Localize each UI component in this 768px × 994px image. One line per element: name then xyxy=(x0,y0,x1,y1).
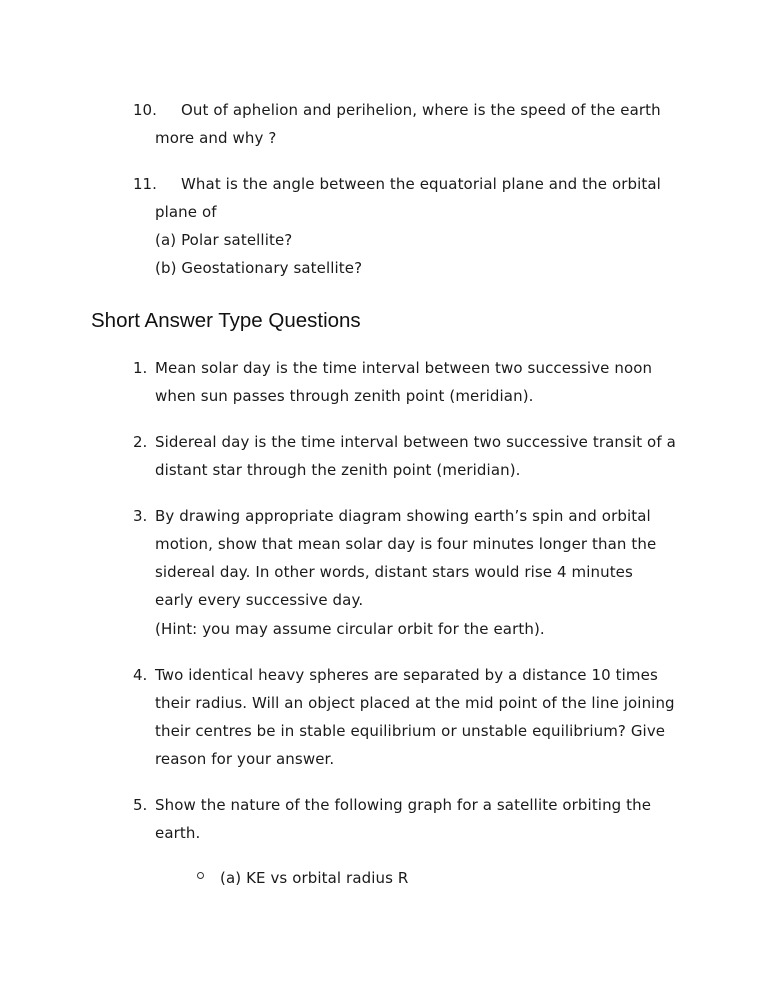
hint-text: (Hint: you may assume circular orbit for the earth). xyxy=(155,620,545,638)
question-text-line: early every successive day. xyxy=(155,591,364,609)
question-text-line: Show the nature of the following graph for a satellite orbiting the xyxy=(155,796,652,814)
question-text-line: sidereal day. In other words, distant stars would rise 4 minutes xyxy=(155,563,633,581)
question-text-line: Mean solar day is the time interval between two successive noon xyxy=(155,359,653,377)
question-text-line: their centres be in stable equilibrium or unstable equilibrium? Give xyxy=(155,722,666,740)
section-heading: Short Answer Type Questions xyxy=(91,309,361,332)
question-text-line: By drawing appropriate diagram showing earth’s spin and orbital xyxy=(155,507,651,525)
question-text-line: when sun passes through zenith point (meridian). xyxy=(155,387,534,405)
question-option-a: (a) Polar satellite? xyxy=(155,231,293,249)
question-text-line: motion, show that mean solar day is four minutes longer than the xyxy=(155,535,657,553)
question-text-line: Two identical heavy spheres are separated by a distance 10 times xyxy=(155,666,658,684)
question-number: 2. xyxy=(133,433,148,451)
question-text-line: plane of xyxy=(155,203,217,221)
question-text-line: reason for your answer. xyxy=(155,750,335,768)
question-number: 3. xyxy=(133,507,148,525)
question-number: 11. xyxy=(133,175,157,193)
question-number: 4. xyxy=(133,666,148,684)
question-text-line: their radius. Will an object placed at the mid point of the line joining xyxy=(155,694,675,712)
sub-item-text: (a) KE vs orbital radius R xyxy=(220,869,409,887)
question-text-line: earth. xyxy=(155,824,201,842)
question-number: 10. xyxy=(133,101,157,119)
question-text-line: What is the angle between the equatorial plane and the orbital xyxy=(181,175,661,193)
question-number: 1. xyxy=(133,359,148,377)
question-number: 5. xyxy=(133,796,148,814)
question-text-line: more and why ? xyxy=(155,129,277,147)
question-text-line: distant star through the zenith point (meridian). xyxy=(155,461,521,479)
question-text-line: Sidereal day is the time interval between two successive transit of a xyxy=(155,433,676,451)
question-text-line: Out of aphelion and perihelion, where is the speed of the earth xyxy=(181,101,661,119)
question-option-b: (b) Geostationary satellite? xyxy=(155,259,363,277)
hollow-circle-bullet-icon xyxy=(197,872,204,879)
